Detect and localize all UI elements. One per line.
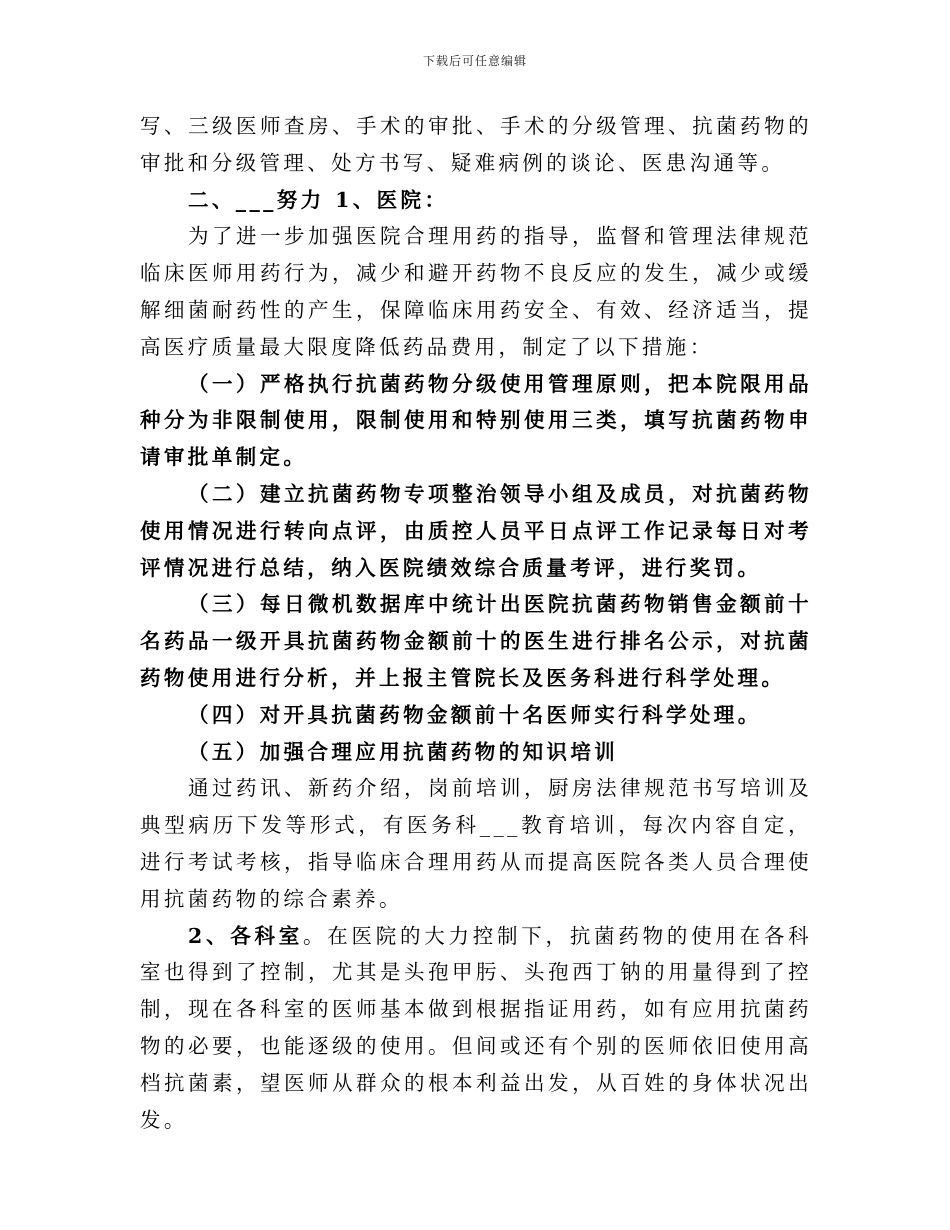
- departments-heading: 2、各科室: [188, 923, 304, 948]
- measure-1: （一）严格执行抗菌药物分级使用管理原则，把本院限用品种分为非限制使用，限制使用和特别使用三类，填写抗菌药物申请审批单制定。: [140, 371, 812, 470]
- paragraph-intro-measures: 为了进一步加强医院合理用药的指导，监督和管理法律规范临床医师用药行为，减少和避开药物不良反应的发生，减少或缓解细菌耐药性的产生，保障临床用药安全、有效、经济适当，提高医疗质量最大限度降低药品费用，制定了以下措施：: [140, 224, 812, 359]
- paragraph-1: 写、三级医师查房、手术的审批、手术的分级管理、抗菌药物的审批和分级管理、处方书写、疑难病例的谈论、医患沟通等。: [140, 114, 812, 175]
- measure-2: （二）建立抗菌药物专项整治领导小组及成员，对抗菌药物使用情况进行转向点评，由质控人员平日点评工作记录每日对考评情况进行总结，纳入医院绩效综合质量考评，进行奖罚。: [140, 481, 812, 580]
- paragraph-departments: [140, 918, 812, 1139]
- measure-4: （四）对开具抗菌药物金额前十名医师实行科学处理。: [188, 702, 762, 727]
- page-header: 下载后可任意编辑: [422, 54, 527, 68]
- departments-text: 。在医院的大力控制下，抗菌药物的使用在各科室也得到了控制，尤其是头孢甲肟、头孢西丁钠的用量得到了控制，现在各科室的医师基本做到根据指证用药，如有应用抗菌药物的必要，也能逐级的使用。但间或还有个别的医师依旧使用高档抗菌素，望医师从群众的根本利益出发，从百姓的身体状况出发。: [140, 923, 812, 1132]
- document-body: [140, 108, 812, 1138]
- measure-3: （三）每日微机数据库中统计出医院抗菌药物销售金额前十名药品一级开具抗菌药物金额前十的医生进行排名公示，对抗菌药物使用进行分析，并上报主管院长及医务科进行科学处理。: [140, 592, 812, 690]
- measure-5: （五）加强合理应用抗菌药物的知识培训: [188, 739, 619, 764]
- paragraph-training: 通过药讯、新药介绍，岗前培训，厨房法律规范书写培训及典型病历下发等形式，有医务科___教育培训，每次内容自定，进行考试考核，指导临床合理用药从而提高医院各类人员合理使用抗菌药物的综合素养。: [140, 776, 812, 911]
- section-heading-2: 二、___努力 1、医院：: [188, 187, 449, 212]
